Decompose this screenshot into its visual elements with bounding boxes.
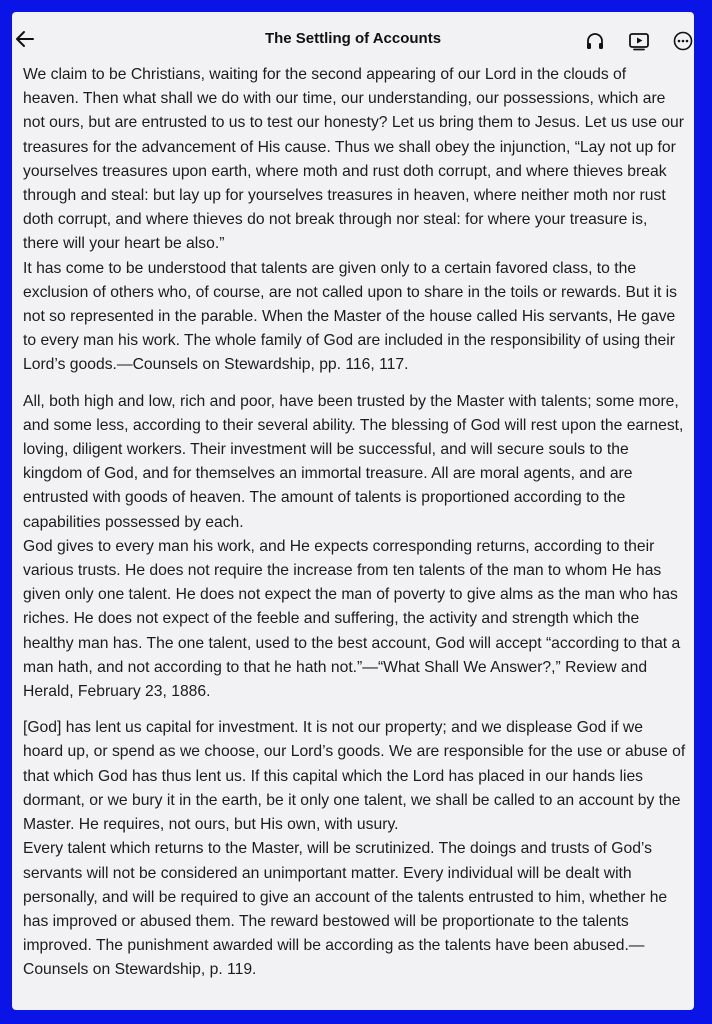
header-actions	[584, 30, 694, 52]
reader-window	[12, 12, 694, 1010]
paragraph: We claim to be Christians, waiting for the second appearing of our Lord in the clouds of heaven. Then what shall we do with our time, our understanding, our possessions, which are not ours, but are entrusted to us to test our honesty? Let us bring them to Jesus. Let us use our treasures for the advancement of His cause. Thus we shall obey the injunction, “Lay not up for yourselves treasures upon earth, where moth and rust doth corrupt, and where thieves break through and steal: but lay up for yourselves treasures in heaven, where neither moth nor rust doth corrupt, and where thieves do not break through nor steal: for where your treasure is, there will your heart be also.”	[23, 66, 685, 253]
arrow-left-icon[interactable]	[14, 28, 36, 50]
paragraph: [God] has lent us capital for investment. It is not our property; and we displease God if we hoard up, or spend as we choose, our Lord’s goods. We are responsible for the use or abuse of that which God has thus lent us. If this capital which the Lord has placed in our hands lies dormant, or we bury it in the earth, be it only one talent, we shall be called to an account by the Master. He requires, not ours, but His own, with usury.	[23, 719, 686, 834]
paragraph: Every talent which returns to the Master, will be scrutinized. The doings and trusts of God’s servants will not be considered an unimportant matter. Every individual will be dealt with personally, and will be required to give an account of the talents entrusted to him, whether he has improved or abused them. The reward bestowed will be proportionate to the talents improved. The punishment awarded will be according as the talents have been abused.—Counsels on Stewardship, p. 119.	[23, 840, 668, 979]
article-body	[12, 63, 694, 983]
more-options-icon[interactable]	[672, 30, 694, 52]
paragraph: God gives to every man his work, and He expects corresponding returns, according to their various trusts. He does not require the increase from ten talents of the man to whom He has given only one talent. He does not expect the man of poverty to give alms as the man who has riches. He does not expect of the feeble and suffering, the activity and strength which the healthy man has. The one talent, used to the best account, God will accept “according to that a man hath, and not according to that he hath not.”—“What Shall We Answer?,” Review and Herald, February 23, 1886.	[23, 537, 681, 701]
headphones-icon[interactable]	[584, 30, 606, 52]
paragraph: It has come to be understood that talents are given only to a certain favored class, to the exclusion of others who, of course, are not called upon to share in the toils or rewards. But it is not so represented in the parable. When the Master of the house called His servants, He gave to every man his work. The whole family of God are included in the responsibility of using their Lord’s goods.—Counsels on Stewardship, pp. 116, 117.	[23, 259, 677, 374]
top-bar	[12, 12, 694, 62]
page-title: The Settling of Accounts	[264, 29, 442, 47]
paragraph: All, both high and low, rich and poor, have been trusted by the Master with talents; some more, and some less, according to their several ability. The blessing of God will rest upon the earnest, loving, diligent workers. Their investment will be successful, and will secure souls to the kingdom of God, and for themselves an immortal treasure. All are moral agents, and are entrusted with goods of heaven. The amount of talents is proportioned according to the capabilities possessed by each.	[23, 392, 684, 531]
play-video-icon[interactable]	[628, 30, 650, 52]
